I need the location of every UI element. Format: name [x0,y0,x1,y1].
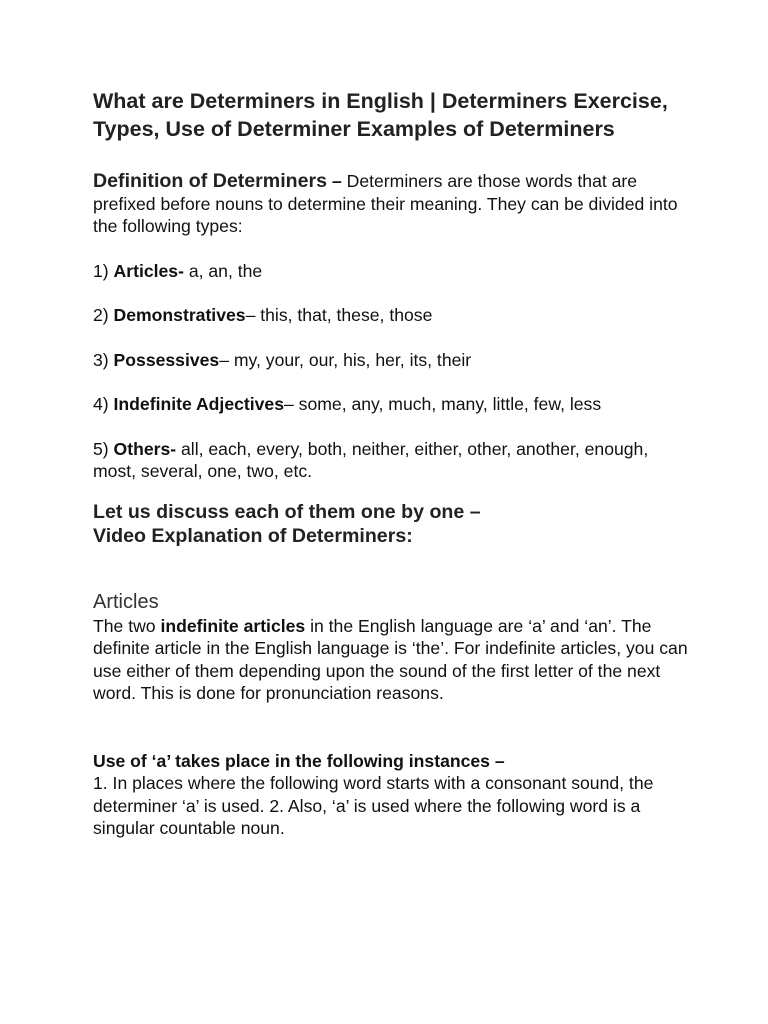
type-label: Indefinite Adjectives [113,394,284,414]
definition-dash: – [327,171,347,191]
type-item-demonstratives [93,304,693,327]
discuss-line-1: Let us discuss each of them one by one – [93,500,481,523]
articles-heading: Articles [93,590,159,613]
type-item-others [93,438,693,483]
type-label: Possessives [113,349,220,370]
type-text: – this, that, these, those [245,305,433,325]
document-page [93,88,693,840]
discuss-line-2: Video Explanation of Determiners: [93,525,413,547]
type-number: 3) [93,349,114,370]
articles-text-after: in the English language are ‘a’ and ‘an’. The definite article in the English language is ‘the’. For indefinite articles, you can use either of them depending upon the sound of the first letter of the next word. This is done for pronunciation reasons. [93,615,688,703]
articles-bold: indefinite articles [160,615,306,636]
use-a-heading: Use of ‘a’ takes place in the following instances – [93,750,505,771]
type-label: Others- [113,438,177,459]
definition-paragraph [93,170,693,238]
type-text: a, an, the [183,260,263,281]
page-title: What are Determiners in English | Determiners Exercise, Types, Use of Determiner Examples of Determiners [93,89,668,141]
articles-text-before: The two [93,615,161,636]
type-number: 1) [93,260,114,281]
type-text: – my, your, our, his, her, its, their [219,349,472,370]
type-item-articles [93,260,693,283]
type-number: 5) [93,438,114,459]
discuss-heading [93,500,693,549]
type-text: – some, any, much, many, little, few, less [284,394,602,414]
type-number: 4) [93,394,114,414]
definition-text: Determiners are those words that are prefixed before nouns to determine their meaning. They can be divided into the following types: [93,171,678,236]
type-item-indefinite-adjectives [93,393,693,416]
type-label: Demonstratives [113,305,246,325]
definition-heading: Definition of Determiners [93,170,328,192]
articles-paragraph [93,615,693,705]
type-label: Articles- [113,260,184,281]
type-number: 2) [93,305,114,325]
type-item-possessives [93,349,693,372]
type-text: all, each, every, both, neither, either, other, another, enough, most, several, one, two, etc. [93,438,649,481]
use-a-text: 1. In places where the following word starts with a consonant sound, the determiner ‘a’ is used. 2. Also, ‘a’ is used where the following word is a singular countable noun. [93,773,654,838]
